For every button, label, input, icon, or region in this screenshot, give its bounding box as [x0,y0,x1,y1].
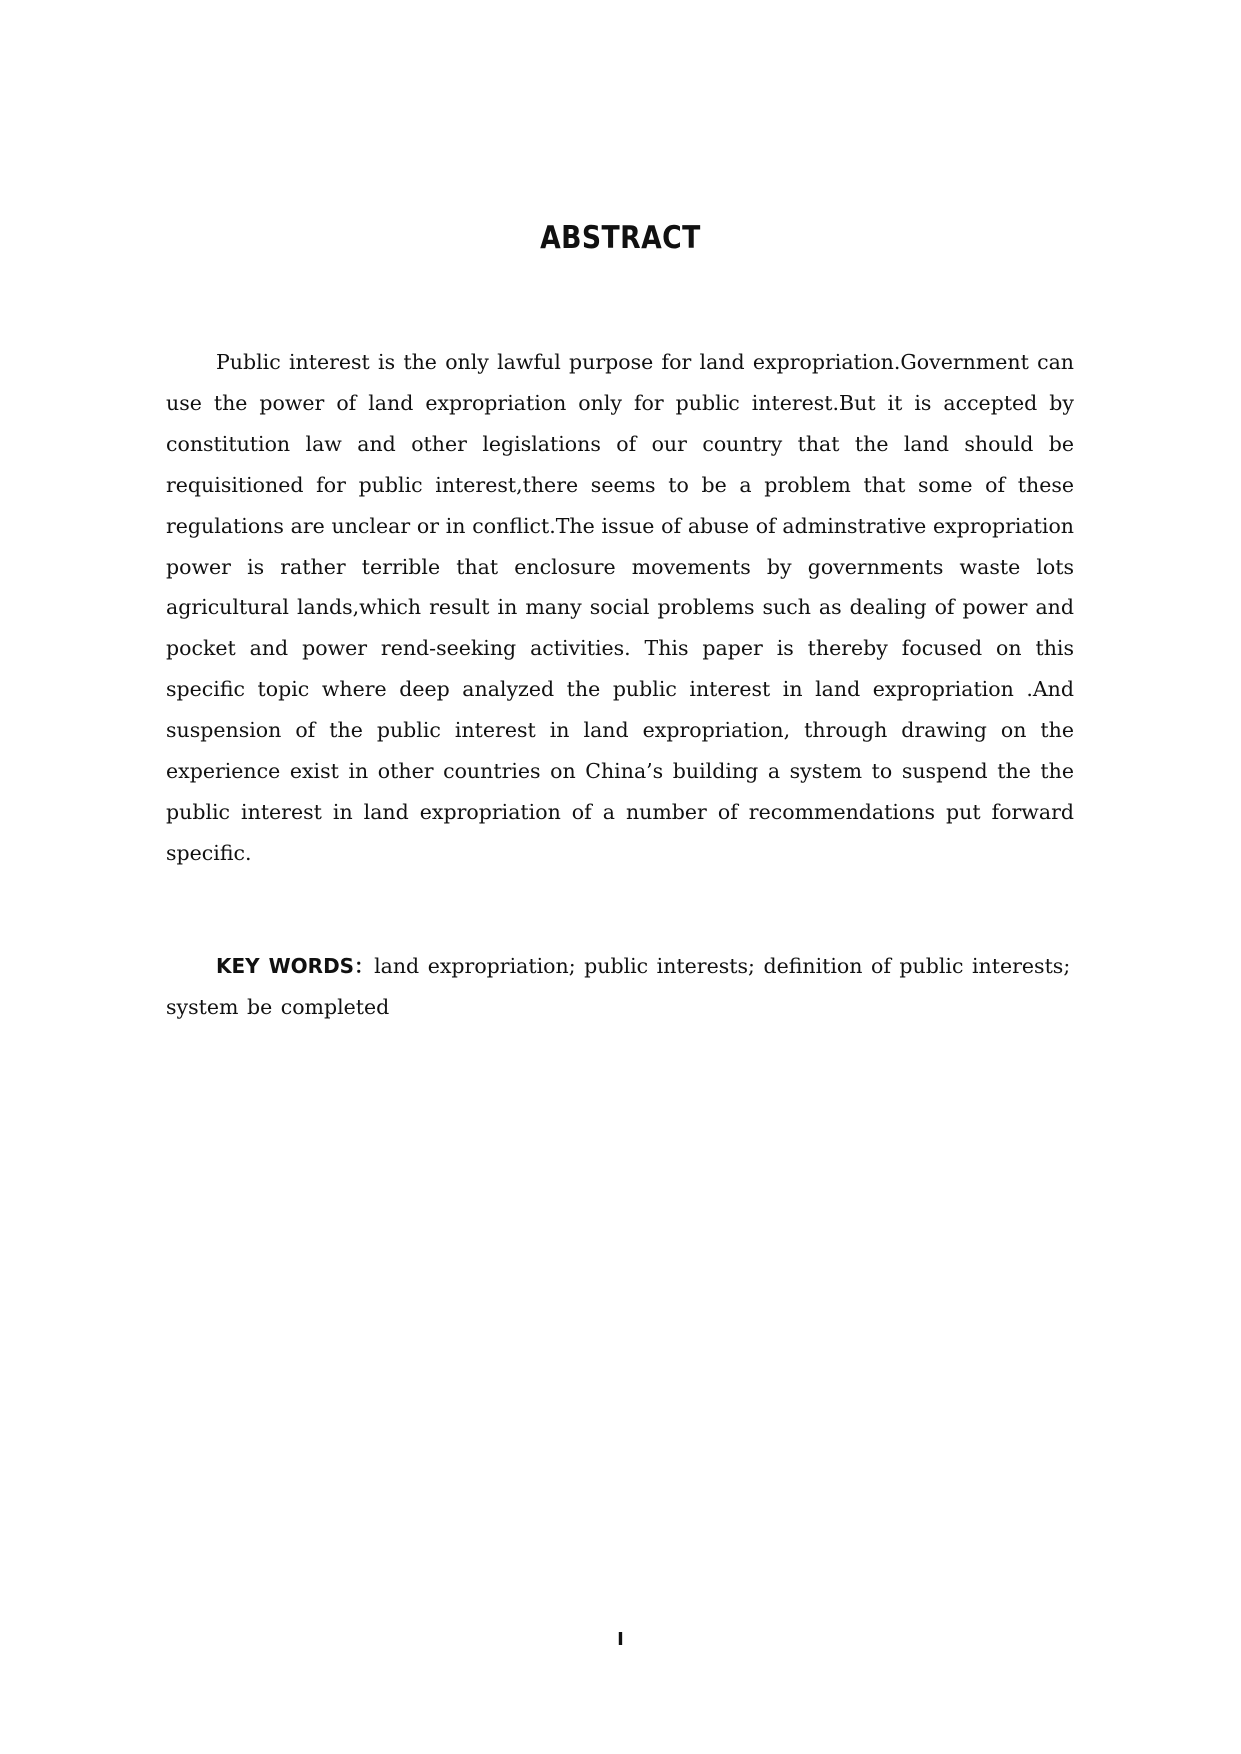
keywords-text: land expropriation; public interests; definition of public interests; system be completed [166,954,1071,1019]
abstract-paragraph: Public interest is the only lawful purpose for land expropriation.Government can use the power of land expropriation only for public interest.But it is accepted by constitution law and other legislations of our country that the land should be requisitioned for public interest,there seems to be a problem that some of these regulations are unclear or in conflict.The issue of abuse of adminstrative expropriation power is rather terrible that enclosure movements by governments waste lots agricultural lands,which result in many social problems such as dealing of power and pocket and power rend-seeking activities. This paper is thereby focused on this specific topic where deep analyzed the public interest in land expropriation .And suspension of the public interest in land expropriation, through drawing on the experience exist in other countries on China’s building a system to suspend the the public interest in land expropriation of a number of recommendations put forward specific. [166,350,1074,865]
keywords-paragraph [166,946,1091,1028]
keywords-label: KEY WORDS： [216,954,375,978]
page-number: I [617,1629,624,1650]
page-title: ABSTRACT [540,220,701,256]
